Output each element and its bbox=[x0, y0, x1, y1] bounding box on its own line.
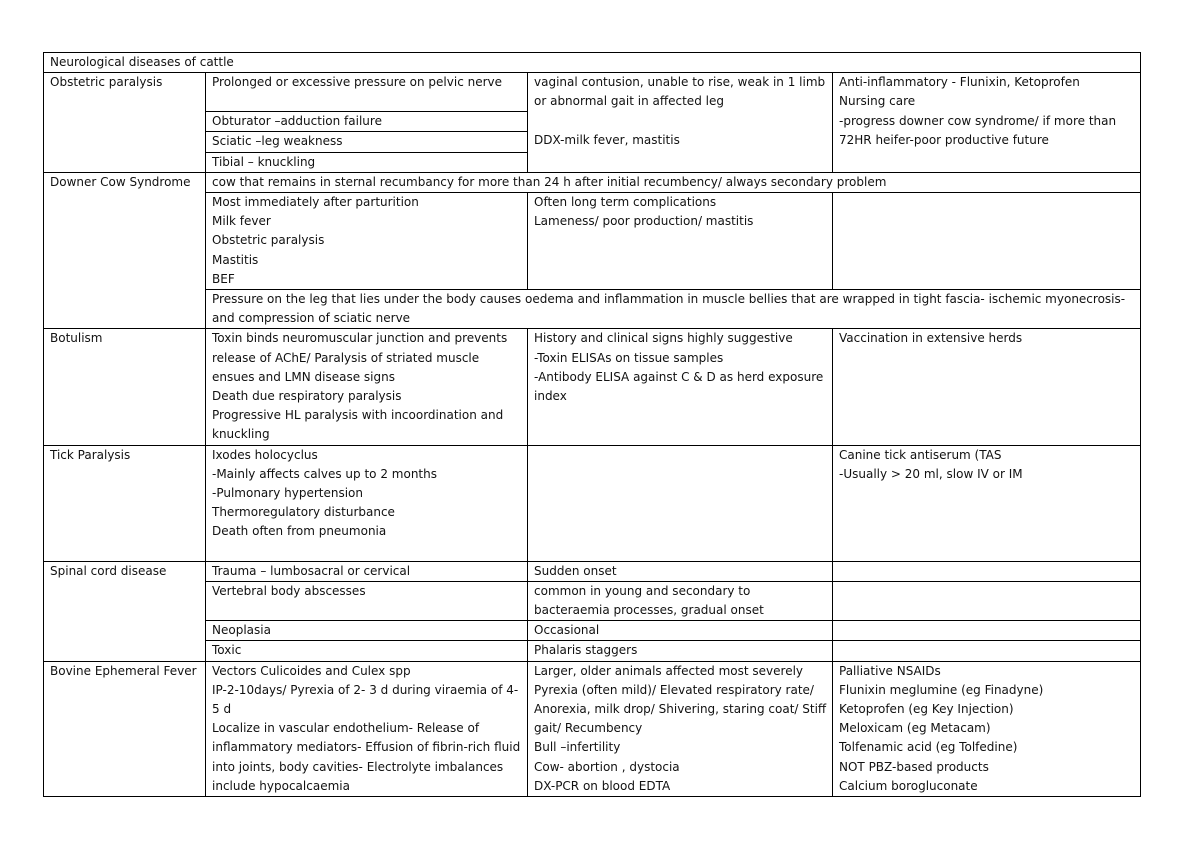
table-cell: vaginal contusion, unable to rise, weak in 1 limb or abnormal gait in affected leg DDX-milk fever, mastitis bbox=[528, 73, 833, 173]
disease-name-botulism: Botulism bbox=[44, 329, 206, 445]
table-cell: Palliative NSAIDs Flunixin meglumine (eg Finadyne) Ketoprofen (eg Key Injection) Meloxicam (eg Metacam) Tolfenamic acid (eg Tolfedine) NOT PBZ-based products Calcium borogluconate bbox=[833, 661, 1141, 796]
table-cell: Phalaris staggers bbox=[528, 641, 833, 661]
table-cell bbox=[833, 193, 1141, 290]
disease-name-downer-cow-syndrome: Downer Cow Syndrome bbox=[44, 172, 206, 329]
disease-name-bovine-ephemeral-fever: Bovine Ephemeral Fever bbox=[44, 661, 206, 796]
table-cell: cow that remains in sternal recumbancy for more than 24 h after initial recumbency/ always secondary problem bbox=[206, 172, 1141, 192]
disease-name-spinal-cord-disease: Spinal cord disease bbox=[44, 561, 206, 661]
disease-table bbox=[43, 52, 1141, 797]
table-cell: Prolonged or excessive pressure on pelvic nerve bbox=[206, 73, 528, 112]
table-cell: Neoplasia bbox=[206, 621, 528, 641]
table-cell: History and clinical signs highly suggestive -Toxin ELISAs on tissue samples -Antibody ELISA against C & D as herd exposure index bbox=[528, 329, 833, 445]
disease-name-tick-paralysis: Tick Paralysis bbox=[44, 445, 206, 561]
disease-name-obstetric-paralysis: Obstetric paralysis bbox=[44, 73, 206, 173]
table-cell: Most immediately after parturition Milk fever Obstetric paralysis Mastitis BEF bbox=[206, 193, 528, 290]
table-cell: Toxic bbox=[206, 641, 528, 661]
table-cell: Sudden onset bbox=[528, 561, 833, 581]
table-cell: Vaccination in extensive herds bbox=[833, 329, 1141, 445]
table-cell: Ixodes holocyclus -Mainly affects calves up to 2 months -Pulmonary hypertension Thermoregulatory disturbance Death often from pneumonia bbox=[206, 445, 528, 561]
table-cell: Anti-inflammatory - Flunixin, Ketoprofen Nursing care -progress downer cow syndrome/ if more than 72HR heifer-poor productive future bbox=[833, 73, 1141, 173]
table-cell: Often long term complications Lameness/ poor production/ mastitis bbox=[528, 193, 833, 290]
table-title: Neurological diseases of cattle bbox=[44, 53, 1141, 73]
table-cell bbox=[528, 445, 833, 561]
table-cell bbox=[833, 561, 1141, 581]
table-cell: Obturator –adduction failure bbox=[206, 112, 528, 132]
table-cell bbox=[833, 641, 1141, 661]
table-cell: Pressure on the leg that lies under the body causes oedema and inflammation in muscle bellies that are wrapped in tight fascia- ischemic myonecrosis- and compression of sciatic nerve bbox=[206, 290, 1141, 329]
table-cell: Canine tick antiserum (TAS -Usually > 20 ml, slow IV or IM bbox=[833, 445, 1141, 561]
table-cell: Tibial – knuckling bbox=[206, 152, 528, 172]
table-cell: Sciatic –leg weakness bbox=[206, 132, 528, 152]
table-cell: Trauma – lumbosacral or cervical bbox=[206, 561, 528, 581]
table-cell: common in young and secondary to bacteraemia processes, gradual onset bbox=[528, 581, 833, 620]
table-cell bbox=[833, 621, 1141, 641]
table-cell: Larger, older animals affected most severely Pyrexia (often mild)/ Elevated respiratory rate/ Anorexia, milk drop/ Shivering, staring coat/ Stiff gait/ Recumbency Bull –infertility Cow- abortion , dystocia DX-PCR on blood EDTA bbox=[528, 661, 833, 796]
table-cell: Vectors Culicoides and Culex spp IP-2-10days/ Pyrexia of 2- 3 d during viraemia of 4-5 d Localize in vascular endothelium- Release of inflammatory mediators- Effusion of fibrin-rich fluid into joints, body cavities- Electrolyte imbalances include hypocalcaemia bbox=[206, 661, 528, 796]
table-cell: Toxin binds neuromuscular junction and prevents release of AChE/ Paralysis of striated muscle ensues and LMN disease signs Death due respiratory paralysis Progressive HL paralysis with incoordination and knuckling bbox=[206, 329, 528, 445]
table-cell: Occasional bbox=[528, 621, 833, 641]
table-cell bbox=[833, 581, 1141, 620]
table-cell: Vertebral body abscesses bbox=[206, 581, 528, 620]
